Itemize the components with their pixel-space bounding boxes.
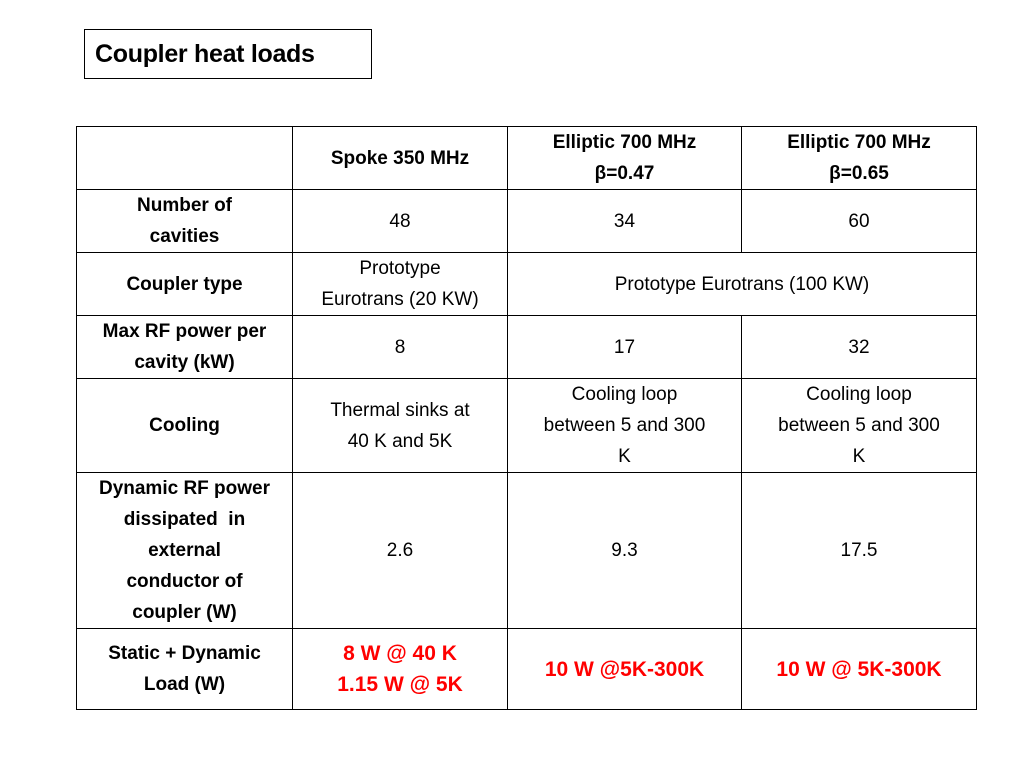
table-row-cooling (77, 379, 977, 473)
cell-dynamic-elliptic-065: 17.5 (742, 473, 977, 629)
table-row-number-of-cavities (77, 190, 977, 253)
header-corner-cell (77, 127, 293, 190)
header-spoke-350 (293, 127, 508, 190)
row-label-line: cavities (149, 226, 220, 247)
header-elliptic-065 (742, 127, 977, 190)
cell-line: 40 K and 5K (347, 430, 453, 452)
cell-line: K (852, 446, 866, 467)
cell-type-spoke (293, 253, 508, 316)
cell-line: K (618, 446, 631, 467)
cell-line: Thermal sinks at (330, 399, 470, 421)
cell-static-spoke (293, 629, 508, 710)
row-label-line: Static + Dynamic (108, 643, 261, 664)
row-label-line: conductor of (126, 571, 243, 592)
cell-line: Prototype (359, 258, 441, 279)
cell-cooling-elliptic-065 (742, 379, 977, 473)
row-label-max-rf-power (77, 316, 293, 379)
cell-line: Cooling loop (806, 384, 912, 405)
table-row-coupler-type (77, 253, 977, 316)
table-row-dynamic-rf-power (77, 473, 977, 629)
row-label-line: cavity (kW) (134, 352, 235, 373)
coupler-heat-loads-table (76, 126, 977, 710)
cell-line: 1.15 W @ 5K (337, 673, 463, 696)
header-spoke-350-text: Spoke 350 MHz (330, 147, 470, 169)
row-label-line: external (148, 540, 221, 561)
cell-cooling-elliptic-047 (508, 379, 742, 473)
slide-title-text: Coupler heat loads (95, 39, 315, 68)
row-label-line: Load (W) (143, 674, 226, 695)
cell-static-elliptic-047: 10 W @5K-300K (508, 629, 742, 710)
cell-num-elliptic-065: 60 (742, 190, 977, 253)
cell-num-elliptic-047: 34 (508, 190, 742, 253)
cell-type-elliptic-merged: Prototype Eurotrans (100 KW) (508, 253, 977, 316)
cell-line: between 5 and 300 (543, 415, 706, 436)
cell-line: between 5 and 300 (778, 415, 940, 436)
row-label-line: coupler (W) (132, 602, 237, 623)
row-label-number-of-cavities (77, 190, 293, 253)
cell-static-elliptic-065: 10 W @ 5K-300K (742, 629, 977, 710)
row-label-line: Dynamic RF power (98, 478, 271, 499)
slide-title (84, 29, 372, 79)
cell-dynamic-spoke: 2.6 (293, 473, 508, 629)
header-elliptic-047-line2: β=0.47 (594, 163, 655, 184)
cell-line: Cooling loop (571, 384, 678, 405)
table-header-row (77, 127, 977, 190)
cell-dynamic-elliptic-047: 9.3 (508, 473, 742, 629)
cell-line: 8 W @ 40 K (343, 642, 457, 665)
cell-max-spoke: 8 (293, 316, 508, 379)
row-label-line: Max RF power per (102, 321, 267, 342)
table-row-max-rf-power (77, 316, 977, 379)
row-label-static-dynamic-load (77, 629, 293, 710)
cell-max-elliptic-047: 17 (508, 316, 742, 379)
cell-num-spoke: 48 (293, 190, 508, 253)
cell-cooling-spoke (293, 379, 508, 473)
row-label-cooling: Cooling (77, 379, 293, 473)
table-row-static-dynamic-load (77, 629, 977, 710)
row-label-coupler-type: Coupler type (77, 253, 293, 316)
cell-line: Eurotrans (20 KW) (321, 289, 479, 310)
header-elliptic-047-line1: Elliptic 700 MHz (552, 132, 697, 153)
row-label-line: dissipated in (123, 509, 246, 530)
header-elliptic-047 (508, 127, 742, 190)
row-label-dynamic-rf-power (77, 473, 293, 629)
cell-max-elliptic-065: 32 (742, 316, 977, 379)
header-elliptic-065-line2: β=0.65 (829, 163, 889, 184)
header-elliptic-065-line1: Elliptic 700 MHz (787, 132, 931, 153)
row-label-line: Number of (137, 195, 232, 216)
